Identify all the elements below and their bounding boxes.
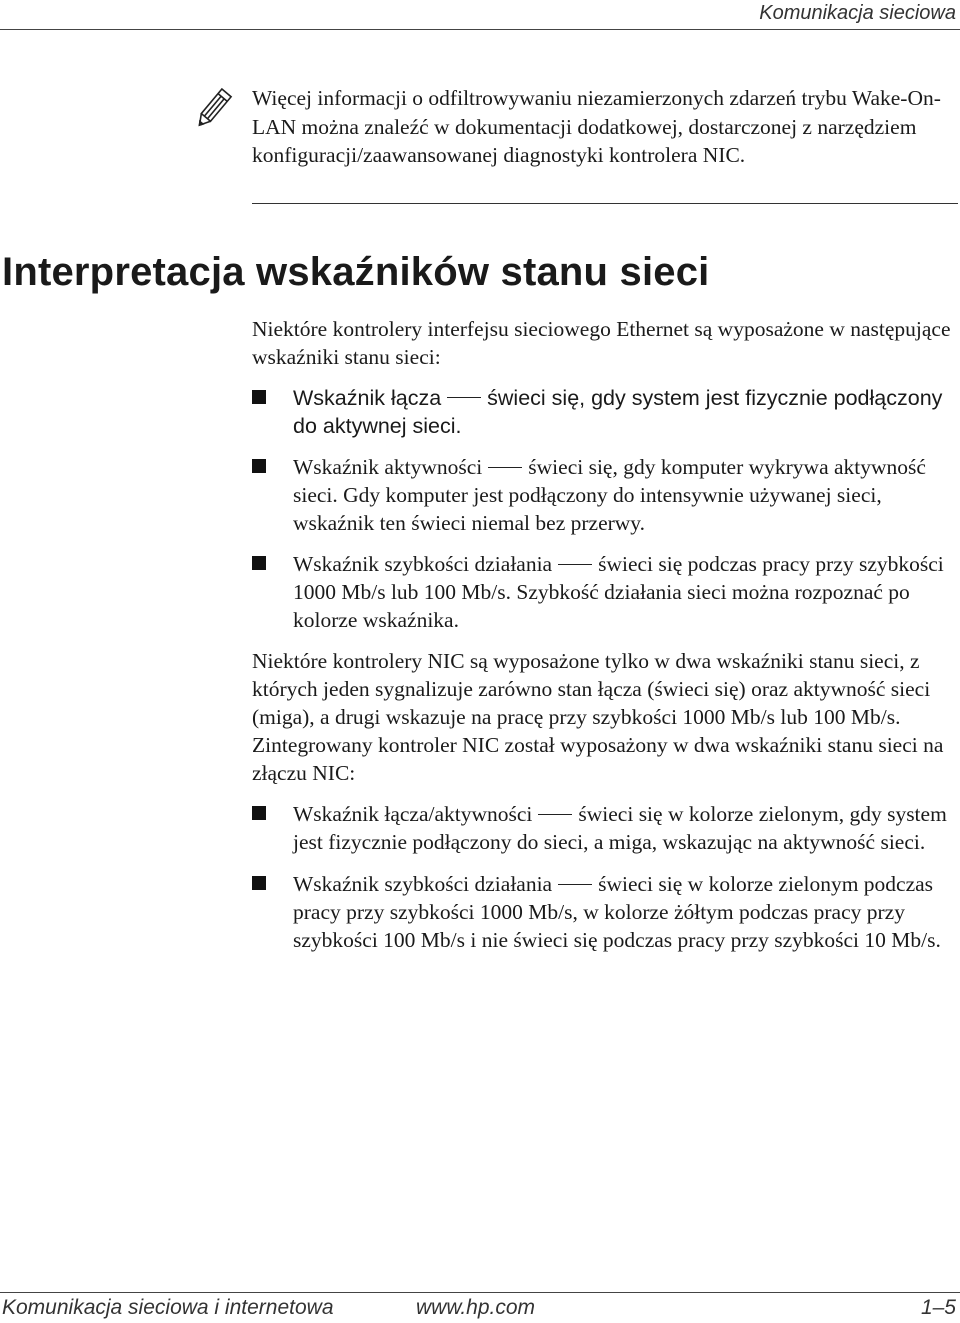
bullet-text: świeci się podczas pracy przy szybkości 1000 Mb/s lub 100 Mb/s. Szybkość działania sieci można rozpoznać po kolorze wskaźnika. — [293, 552, 944, 632]
em-dash — [558, 884, 592, 885]
integrated-nic-indicator-list — [252, 800, 958, 968]
body-paragraph: Niektóre kontrolery NIC są wyposażone tylko w dwa wskaźniki stanu sieci, z których jeden sygnalizuje zarówno stan łącza (świeci się) oraz aktywność sieci (miga), a drugi wskazuje na pracę przy szybkości 1000 Mb/s lub 100 Mb/s. Zintegrowany kontroler NIC został wyposażony w dwa wskaźniki stanu sieci na złączu NIC: — [252, 649, 944, 785]
list-item — [252, 453, 958, 537]
running-header-title: Komunikacja sieciowa — [759, 2, 956, 24]
section-title: Interpretacja wskaźników stanu sieci — [2, 250, 710, 294]
list-item — [252, 384, 958, 440]
bullet-term: Wskaźnik łącza — [293, 386, 442, 410]
footer-rule — [0, 1292, 960, 1293]
bullet-term: Wskaźnik szybkości działania — [293, 872, 553, 896]
bullet-term: Wskaźnik aktywności — [293, 455, 483, 479]
intro-paragraph: Niektóre kontrolery interfejsu sieciowego Ethernet są wyposażone w następujące wskaźniki stanu sieci: — [252, 317, 951, 369]
em-dash — [538, 814, 572, 815]
bullet-square-icon — [252, 390, 266, 404]
bullet-text: świeci się, gdy komputer wykrywa aktywność sieci. Gdy komputer jest podłączony do intensywnie używanej sieci, wskaźnik ten świeci niemal bez przerwy. — [293, 455, 926, 535]
footer-page-number: 1–5 — [920, 1296, 956, 1319]
bullet-square-icon — [252, 459, 266, 473]
bullet-square-icon — [252, 806, 266, 820]
footer-url: www.hp.com — [416, 1296, 536, 1319]
footer-book-title: Komunikacja sieciowa i internetowa — [2, 1296, 334, 1319]
pencil-note-icon — [190, 86, 236, 132]
bullet-term: Wskaźnik łącza/aktywności — [293, 802, 533, 826]
list-item — [252, 870, 958, 954]
bullet-term: Wskaźnik szybkości działania — [293, 552, 553, 576]
note-text: Więcej informacji o odfiltrowywaniu niezamierzonych zdarzeń trybu Wake-On-LAN można znaleźć w dokumentacji dodatkowej, dostarczonej z narzędziem konfiguracji/zaawansowanej diagnostyki kontrolera NIC. — [252, 86, 941, 167]
em-dash — [447, 397, 481, 398]
em-dash — [558, 564, 592, 565]
bullet-text: świeci się w kolorze zielonym podczas pracy przy szybkości 1000 Mb/s, w kolorze żółtym podczas pracy przy szybkości 100 Mb/s i nie świeci się podczas pracy przy szybkości 10 Mb/s. — [293, 872, 941, 952]
header-rule — [0, 29, 960, 30]
bullet-square-icon — [252, 876, 266, 890]
list-item — [252, 800, 958, 856]
bullet-text: świeci się, gdy system jest fizycznie podłączony do aktywnej sieci. — [293, 386, 943, 438]
indicator-list — [252, 384, 958, 647]
list-item — [252, 550, 958, 634]
em-dash — [488, 467, 522, 468]
bullet-square-icon — [252, 556, 266, 570]
bullet-text: świeci się w kolorze zielonym, gdy system jest fizycznie podłączony do sieci, a miga, wskazując na aktywność sieci. — [293, 802, 947, 854]
note-rule — [252, 203, 958, 204]
